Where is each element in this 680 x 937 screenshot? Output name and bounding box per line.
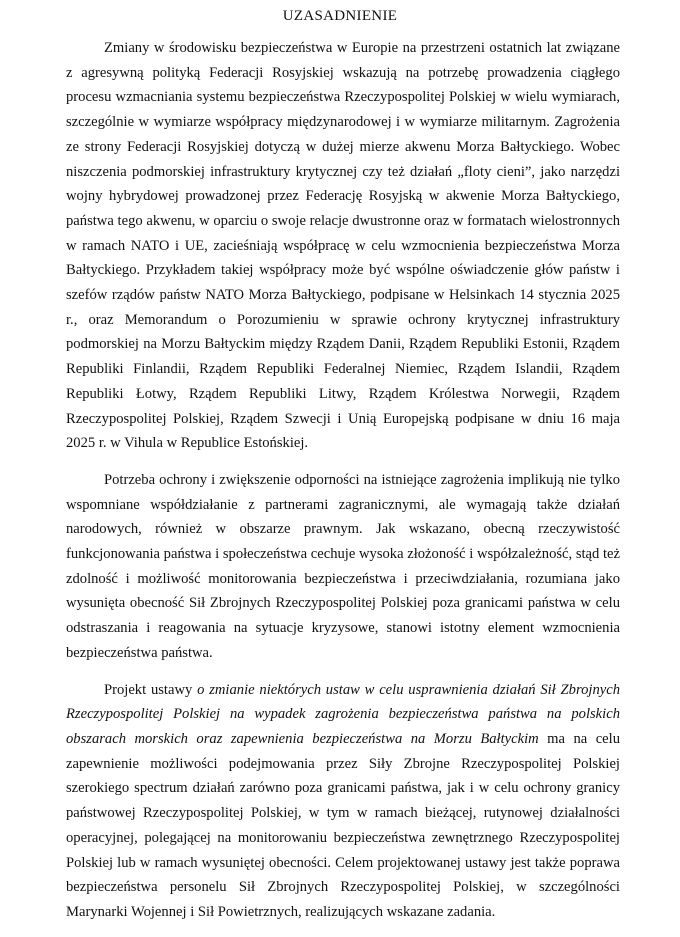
paragraph-2: Potrzeba ochrony i zwiększenie odporności na istniejące zagrożenia implikują nie tylko wspomniane współdziałanie z partnerami zagranicznymi, ale wymagają także działań narodowych, również w obszarze prawnym. Jak wskazano, obecną rzeczywistość funkcjonowania państwa i społeczeństwa cechuje wysoka złożoność i współzależność, stąd też zdolność i możliwość monitorowania bezpieczeństwa i przeciwdziałania, rozumiana jako wysunięta obecność Sił Zbrojnych Rzeczypospolitej Polskiej poza granicami państwa w celu odstraszania i reagowania na sytuacje kryzysowe, stanowi istotny element wzmocnienia bezpieczeństwa państwa. (66, 471, 620, 661)
paragraph-3 (66, 678, 620, 925)
paragraph-1: Zmiany w środowisku bezpieczeństwa w Europie na przestrzeni ostatnich lat związane z agresywną polityką Federacji Rosyjskiej wskazują na potrzebę prowadzenia ciągłego procesu wzmacniania systemu bezpieczeństwa Rzeczypospolitej Polskiej w wielu wymiarach, szczególnie w wymiarze współpracy międzynarodowej i w wymiarze militarnym. Zagrożenia ze strony Federacji Rosyjskiej dotyczą w dużej mierze akwenu Morza Bałtyckiego. Wobec niszczenia podmorskiej infrastruktury krytycznej czy też działań „floty cieni”, jako narzędzi wojny hybrydowej prowadzonej przez Federację Rosyjską w akwenie Morza Bałtyckiego, państwa tego akwenu, w oparciu o swoje relacje dwustronne oraz w formatach wielostronnych w ramach NATO i UE, zacieśniają współpracę w celu wzmocnienia bezpieczeństwa Morza Bałtyckiego. Przykładem takiej współpracy może być wspólne oświadczenie głów państw i szefów rządów państw NATO Morza Bałtyckiego, podpisane w Helsinkach 14 stycznia 2025 r., oraz Memorandum o Porozumieniu w sprawie ochrony krytycznej infrastruktury podmorskiej na Morzu Bałtyckim między Rządem Danii, Rządem Republiki Estonii, Rządem Republiki Finlandii, Rządem Republiki Federalnej Niemiec, Rządem Islandii, Rządem Republiki Łotwy, Rządem Republiki Litwy, Rządem Królestwa Norwegii, Rządem Rzeczypospolitej Polskiej, Rządem Szwecji i Unią Europejską podpisane w dniu 16 maja 2025 r. w Vihula w Republice Estońskiej. (66, 40, 620, 452)
paragraph-3-rest: ma na celu zapewnienie możliwości podejmowania przez Siły Zbrojne Rzeczypospolitej Polskiej szerokiego spectrum działań zarówno poza granicami państwa, jak i w celu ochrony granicy państwowej Rzeczypospolitej Polskiej, w tym w ramach bieżącej, rutynowej działalności operacyjnej, polegającej na monitorowaniu bezpieczeństwa zewnętrznego Rzeczypospolitej Polskiej lub w ramach wysuniętej obecności. Celem projektowanej ustawy jest także poprawa bezpieczeństwa personelu Sił Zbrojnych Rzeczypospolitej Polskiej, w szczególności Marynarki Wojennej i Sił Powietrznych, realizujących wskazane zadania. (66, 730, 621, 920)
document-body (66, 36, 620, 937)
bill-title-italic: o zmianie niektórych ustaw w celu usprawnienia działań Sił Zbrojnych Rzeczypospolitej Polskiej na wypadek zagrożenia bezpieczeństwa państwa na polskich obszarach morskich oraz zapewnienia bezpieczeństwa na Morzu Bałtyckim (66, 681, 620, 747)
paragraph-3-lead: Projekt ustawy (104, 681, 198, 698)
document-title: UZASADNIENIE (282, 8, 398, 24)
